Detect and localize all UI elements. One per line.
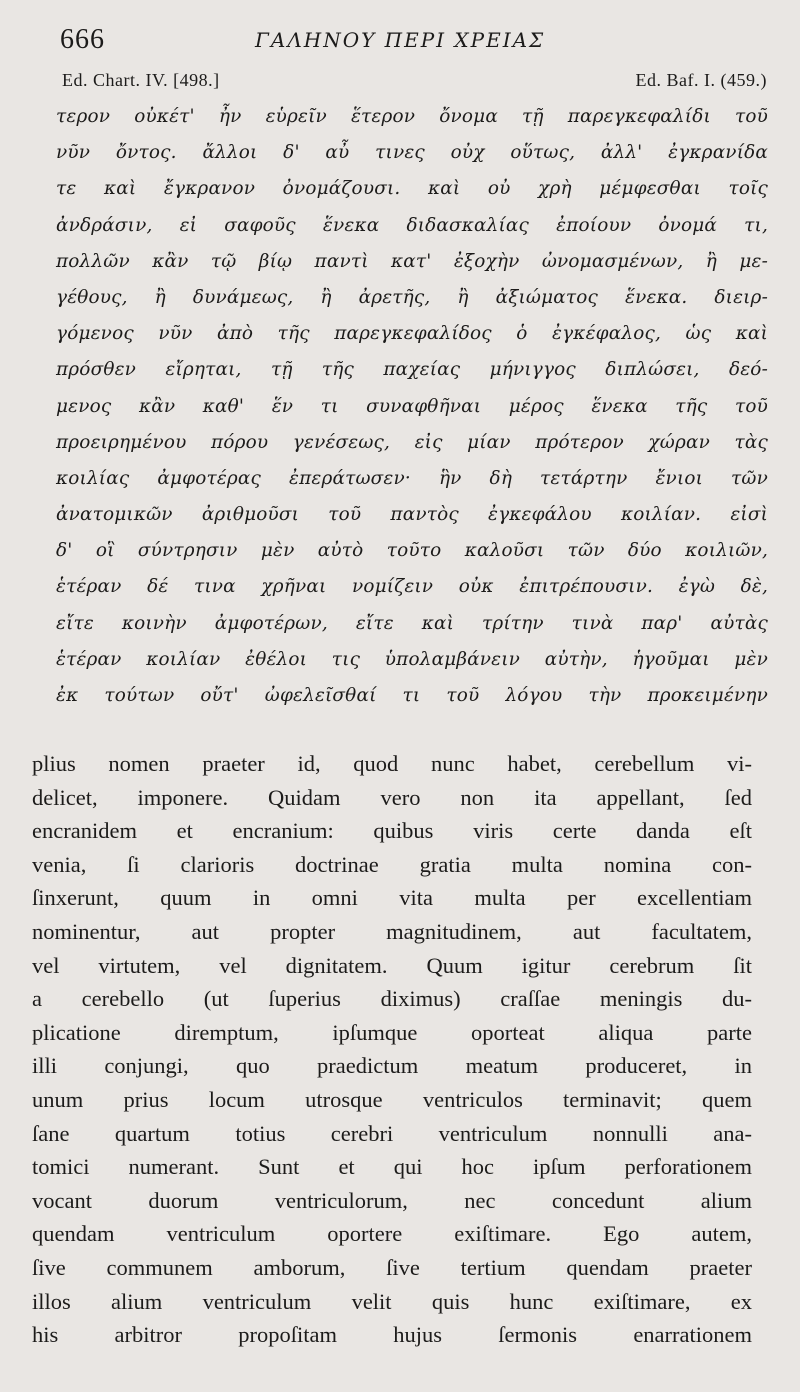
latin-line: vocant duorum ventriculorum, nec concedunt alium — [32, 1187, 752, 1213]
greek-line: ἑτέραν δέ τινα χρῆναι νομίζειν οὐκ ἐπιτρέπουσιν. ἐγὼ δὲ, — [56, 576, 768, 598]
latin-line: plius nomen praeter id, quod nunc habet, cerebellum vi- — [32, 751, 752, 776]
greek-line: πρόσθεν εἴρηται, τῇ τῆς παχείας μήνιγγος διπλώσει, δεό- — [56, 359, 768, 381]
running-head — [60, 24, 770, 64]
greek-line: ἀνδράσιν, εἰ σαφοῦς ἕνεκα διδασκαλίας ἐποίουν ὀνομά τι, — [56, 214, 768, 236]
greek-line: εἴτε κοινὴν ἀμφοτέρων, εἴτε καὶ τρίτην τινὰ παρ' αὐτὰς — [56, 612, 768, 634]
greek-line: νῦν ὄντος. ἄλλοι δ' αὖ τινες οὐχ οὕτως, ἀλλ' ἐγκρανίδα — [56, 142, 768, 164]
latin-line: delicet, imponere. Quidam vero non ita appellant, ſed — [32, 784, 752, 810]
latin-line: illi conjungi, quo praedictum meatum produceret, in — [32, 1053, 752, 1079]
greek-line: τε καὶ ἔγκρανον ὀνομάζουσι. καὶ οὐ χρὴ μέμφεσθαι τοῖς — [56, 178, 768, 200]
greek-text-block — [56, 99, 768, 714]
greek-line: δ' οἳ σύντρησιν μὲν αὐτὸ τοῦτο καλοῦσι τῶν δύο κοιλιῶν, — [56, 540, 768, 562]
latin-line: ſinxerunt, quum in omni vita multa per excellentiam — [32, 885, 752, 911]
latin-line: encranidem et encranium: quibus viris certe danda eſt — [32, 818, 752, 844]
greek-line: ἑτέραν κοιλίαν ἐθέλοι τις ὑπολαμβάνειν αὐτὴν, ἡγοῦμαι μὲν — [56, 648, 768, 670]
latin-line: venia, ſi clarioris doctrinae gratia multa nomina con- — [32, 851, 752, 877]
latin-line: plicatione diremptum, ipſumque oporteat aliqua parte — [32, 1019, 752, 1045]
latin-line: tomici numerant. Sunt et qui hoc ipſum perforationem — [32, 1154, 752, 1180]
latin-line: illos alium ventriculum velit quis hunc exiſtimare, ex — [32, 1288, 752, 1314]
running-title: ΓΑΛΗΝΟΥ ΠΕΡΙ ΧΡΕΙΑΣ — [255, 28, 546, 52]
edition-chartier: Ed. Chart. IV. [498.] — [62, 70, 220, 90]
greek-line: γόμενος νῦν ἀπὸ τῆς παρεγκεφαλίδος ὁ ἐγκέφαλος, ὡς καὶ — [56, 323, 768, 345]
latin-line: ſive communem amborum, ſive tertium quendam praeter — [32, 1254, 752, 1280]
latin-line: nominentur, aut propter magnitudinem, aut facultatem, — [32, 918, 752, 944]
latin-line: quendam ventriculum oportere exiſtimare. Ego autem, — [32, 1221, 752, 1247]
page-number: 666 — [60, 24, 105, 55]
greek-line: κοιλίας ἀμφοτέρας ἐπεράτωσεν· ἣν δὴ τετάρτην ἔνιοι τῶν — [56, 467, 768, 489]
greek-line: τερον οὐκέτ' ἦν εὑρεῖν ἕτερον ὄνομα τῇ παρεγκεφαλίδι τοῦ — [56, 106, 768, 127]
greek-line: γέθους, ἢ δυνάμεως, ἢ ἀρετῆς, ἢ ἀξιώματος ἕνεκα. διειρ- — [56, 286, 768, 308]
latin-line: vel virtutem, vel dignitatem. Quum igitur cerebrum ſit — [32, 952, 752, 978]
edition-references — [62, 70, 767, 94]
greek-line: ἐκ τούτων οὔτ' ὠφελεῖσθαί τι τοῦ λόγου τὴν προκειμένην — [56, 685, 768, 706]
greek-line: μενος κἂν καθ' ἕν τι συναφθῆναι μέρος ἕνεκα τῆς τοῦ — [56, 395, 768, 417]
edition-basel: Ed. Baf. I. (459.) — [635, 70, 767, 90]
latin-line: a cerebello (ut ſuperius diximus) craſſae meningis du- — [32, 986, 752, 1012]
greek-line: προειρημένου πόρου γενέσεως, εἰς μίαν πρότερον χώραν τὰς — [56, 431, 768, 453]
latin-line: unum prius locum utrosque ventriculos terminavit; quem — [32, 1086, 752, 1112]
greek-line: πολλῶν κἂν τῷ βίῳ παντὶ κατ' ἐξοχὴν ὠνομασμένων, ἢ με- — [56, 250, 768, 272]
latin-text-block — [32, 747, 752, 1352]
latin-line: ſane quartum totius cerebri ventriculum nonnulli ana- — [32, 1120, 752, 1146]
greek-line: ἀνατομικῶν ἀριθμοῦσι τοῦ παντὸς ἐγκεφάλου κοιλίαν. εἰσὶ — [56, 504, 768, 526]
latin-line: his arbitror propoſitam hujus ſermonis enarrationem — [32, 1322, 752, 1348]
